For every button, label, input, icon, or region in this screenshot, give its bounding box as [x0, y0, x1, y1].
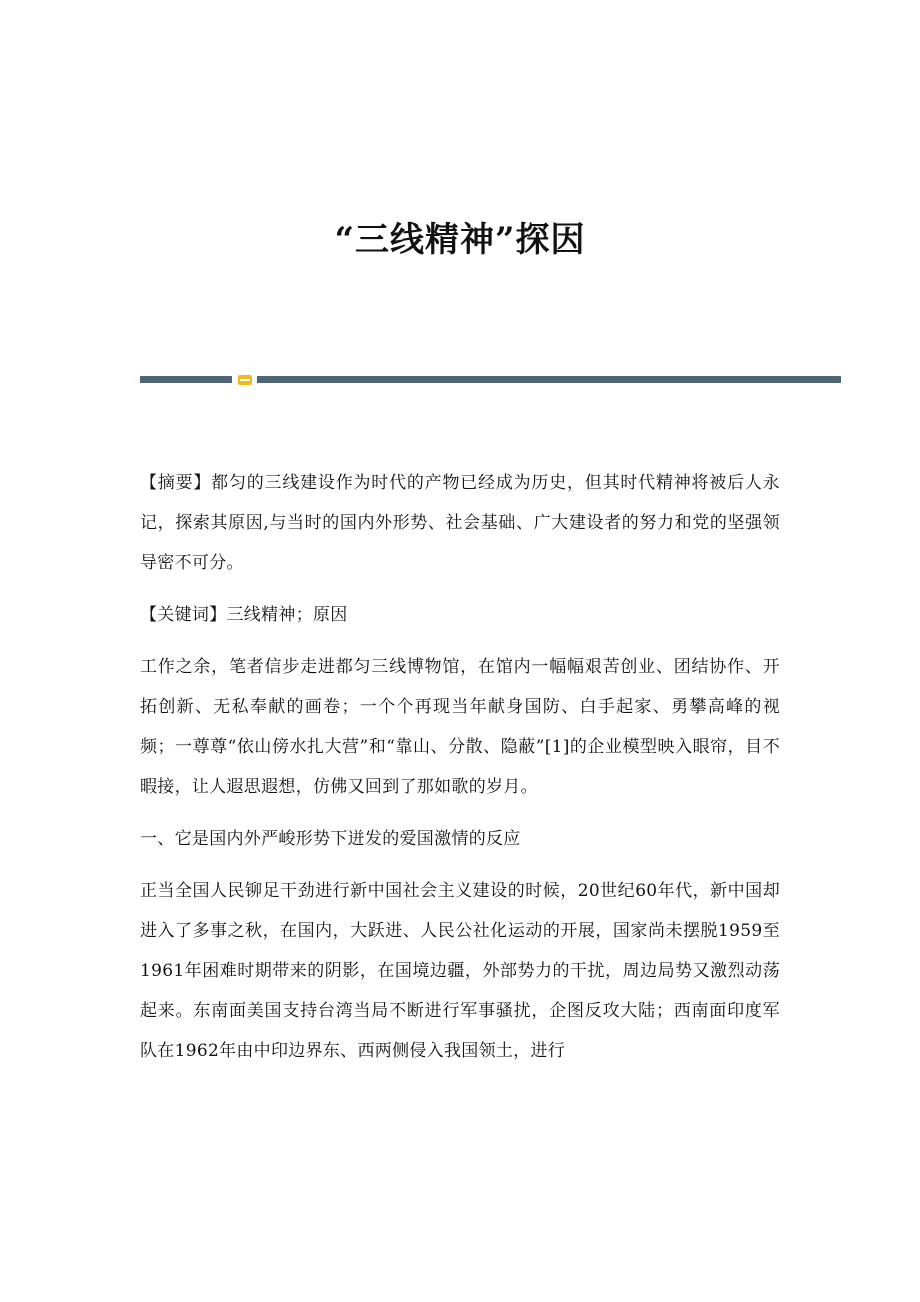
divider-right-segment — [257, 376, 841, 383]
section-paragraph: 正当全国人民铆足干劲进行新中国社会主义建设的时候，20世纪60年代，新中国却进入了多事之秋，在国内，大跃进、人民公社化运动的开展，国家尚未摆脱1959至1961年困难时期带来的阴影，在国境边疆，外部势力的干扰，周边局势又激烈动荡起来。东南面美国支持台湾当局不断进行军事骚扰，企图反攻大陆；西南面印度军队在1962年由中印边界东、西两侧侵入我国领土，进行 — [140, 881, 780, 1061]
keywords-paragraph: 【关键词】三线精神；原因 — [140, 605, 348, 625]
document-body — [140, 463, 780, 1083]
divider-left-segment — [140, 376, 232, 383]
title-divider — [140, 375, 841, 385]
section-heading: 一、它是国内外严峻形势下迸发的爱国激情的反应 — [140, 829, 521, 849]
divider-ornament-icon — [238, 375, 252, 385]
abstract-paragraph: 【摘要】都匀的三线建设作为时代的产物已经成为历史，但其时代精神将被后人永记，探索其原因,与当时的国内外形势、社会基础、广大建设者的努力和党的坚强领导密不可分。 — [140, 473, 780, 573]
document-title: “三线精神”探因 — [334, 220, 586, 260]
intro-paragraph: 工作之余，笔者信步走进都匀三线博物馆，在馆内一幅幅艰苦创业、团结协作、开拓创新、无私奉献的画卷；一个个再现当年献身国防、白手起家、勇攀高峰的视频；一尊尊“依山傍水扎大营”和“靠山、分散、隐蔽”[1]的企业模型映入眼帘，目不暇接，让人遐思遐想，仿佛又回到了那如歌的岁月。 — [140, 657, 780, 797]
